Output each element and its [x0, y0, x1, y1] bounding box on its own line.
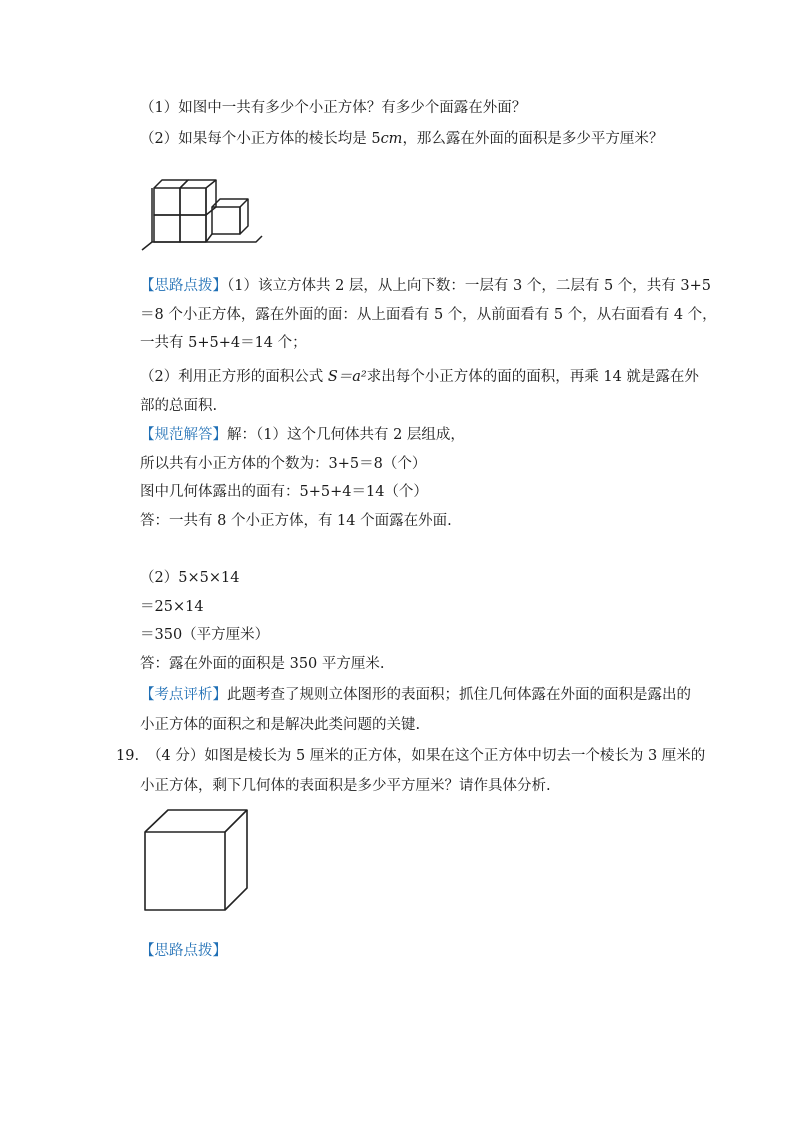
q18-solution-text1: 解：（1）这个几何体共有 2 层组成， — [227, 427, 465, 443]
q18-hint-text4-post: 求出每个小正方体的面的面积，再乘 14 就是露在外 — [366, 369, 699, 385]
q18-solution-line8: 答：露在外面的面积是 350 平方厘米. — [140, 656, 385, 672]
q19-line1 — [116, 746, 705, 766]
q18-solution-line1 — [140, 425, 465, 445]
q18-hint-line4 — [140, 367, 699, 387]
q18-part2-pre: （2）如果每个小正方体的棱长均是 5 — [140, 131, 381, 147]
q18-solution-line3: 图中几何体露出的面有：5+5+4＝14（个） — [140, 484, 428, 500]
cube-figure — [140, 806, 252, 916]
q18-part1: （1）如图中一共有多少个小正方体？有多少个面露在外面？ — [140, 100, 527, 116]
q19-hint-label: 【思路点拨】 — [140, 943, 227, 959]
q18-hint-line3: 一共有 5+5+4＝14 个； — [140, 335, 307, 351]
q18-solution-line7: ＝350（平方厘米） — [140, 627, 270, 643]
q18-hint-line1 — [140, 276, 711, 296]
q18-solution-line2: 所以共有小正方体的个数为：3+5＝8（个） — [140, 456, 427, 472]
q19-number: 19. — [116, 748, 140, 764]
stacked-cubes-figure — [140, 168, 270, 254]
q18-solution-tag: 【规范解答】 — [140, 427, 227, 443]
q19-hint-tag — [140, 941, 227, 961]
q18-hint-line5: 部的总面积. — [140, 398, 218, 414]
q19-line2: 小正方体，剩下几何体的表面积是多少平方厘米？请作具体分析. — [140, 778, 551, 794]
q18-solution-line5: （2）5×5×14 — [140, 570, 240, 586]
q18-hint-text4-pre: （2）利用正方形的面积公式 — [140, 369, 328, 385]
q18-hint-text1: （1）该立方体共 2 层，从上向下数：一层有 3 个，二层有 5 个，共有 3+5 — [227, 278, 712, 294]
q18-eval-line2: 小正方体的面积之和是解决此类问题的关键. — [140, 717, 421, 733]
q18-hint-line2: ＝8 个小正方体，露在外面的面：从上面看有 5 个，从前面看有 5 个，从右面看有 4 个， — [140, 307, 717, 323]
q18-eval-line1 — [140, 685, 691, 705]
q18-solution-line4: 答：一共有 8 个小正方体，有 14 个面露在外面. — [140, 513, 452, 529]
q18-solution-line6: ＝25×14 — [140, 599, 204, 615]
q18-hint-formula: S＝a² — [327, 369, 367, 385]
q18-eval-tag: 【考点评析】 — [140, 687, 227, 703]
q18-part2 — [140, 129, 663, 149]
q18-eval-text1: 此题考查了规则立体图形的表面积；抓住几何体露在外面的面积是露出的 — [227, 687, 691, 703]
q19-text1: （4 分）如图是棱长为 5 厘米的正方体，如果在这个正方体中切去一个棱长为 3 厘米的 — [147, 748, 706, 764]
q18-part2-unit: cm — [380, 131, 403, 147]
q18-hint-tag: 【思路点拨】 — [140, 278, 227, 294]
q18-part2-post: ，那么露在外面的面积是多少平方厘米？ — [402, 131, 664, 147]
